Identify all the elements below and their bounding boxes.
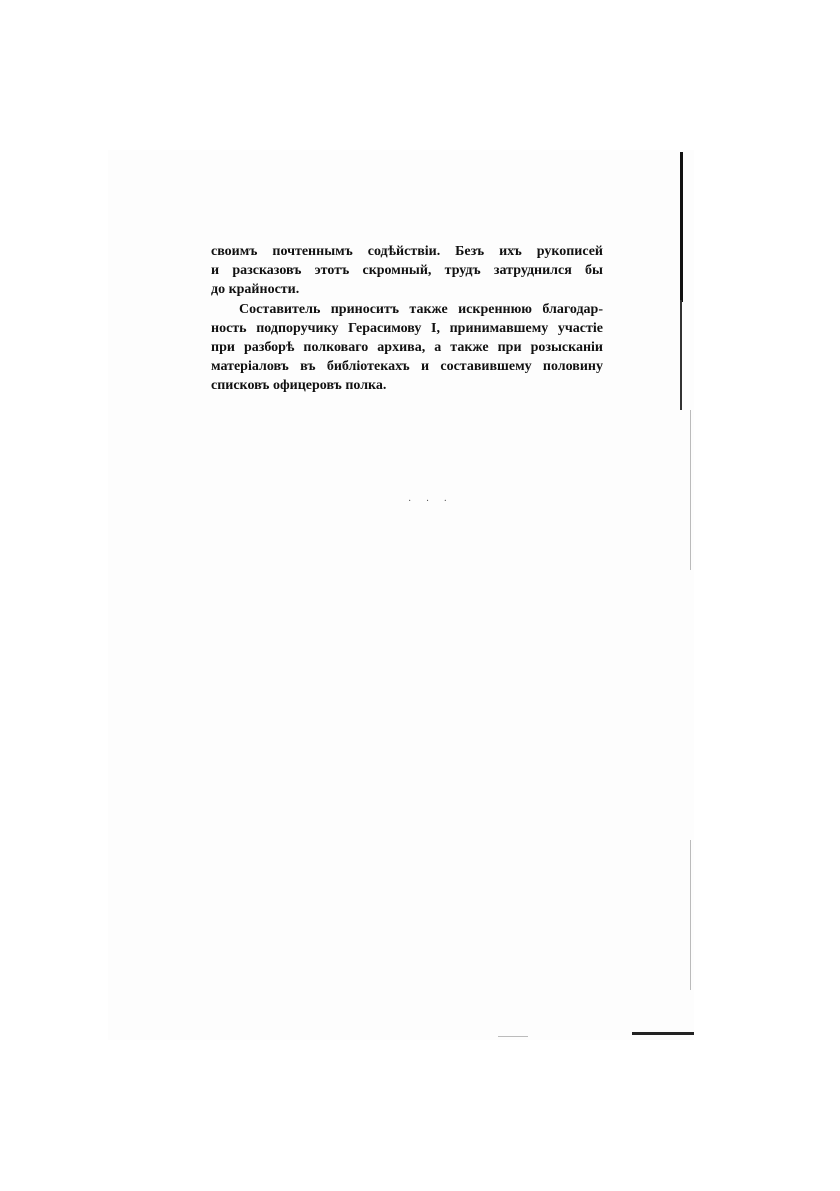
body-text <box>211 242 603 396</box>
binding-edge-shadow <box>680 152 683 302</box>
paragraph-1 <box>211 242 603 300</box>
text-line: и разсказовъ этотъ скромный, трудъ затруднился бы <box>211 263 603 279</box>
text-line: Составитель приноситъ также искреннюю благодар- <box>239 301 603 317</box>
text-line: ность подпоручику Герасимову I, принимавшему участіе <box>211 320 603 336</box>
text-line: списковъ офицеровъ полка. <box>211 378 387 394</box>
text-line: при разборѣ полковаго архива, а также при розысканіи <box>211 340 603 356</box>
paragraph-2 <box>211 300 603 396</box>
bottom-edge-faint <box>498 1036 528 1037</box>
binding-edge-shadow-lower <box>680 300 682 410</box>
text-line: до крайности. <box>211 282 300 298</box>
text-line: своимъ почтеннымъ содѣйствіи. Безъ ихъ рукописей <box>211 244 603 259</box>
binding-edge-faint <box>690 410 691 570</box>
text-line: матеріаловъ въ библіотекахъ и составившему половину <box>211 359 603 375</box>
section-ornament: · · · <box>408 496 453 507</box>
bottom-edge-shadow <box>632 1032 694 1035</box>
binding-edge-faint-lower <box>690 840 691 990</box>
